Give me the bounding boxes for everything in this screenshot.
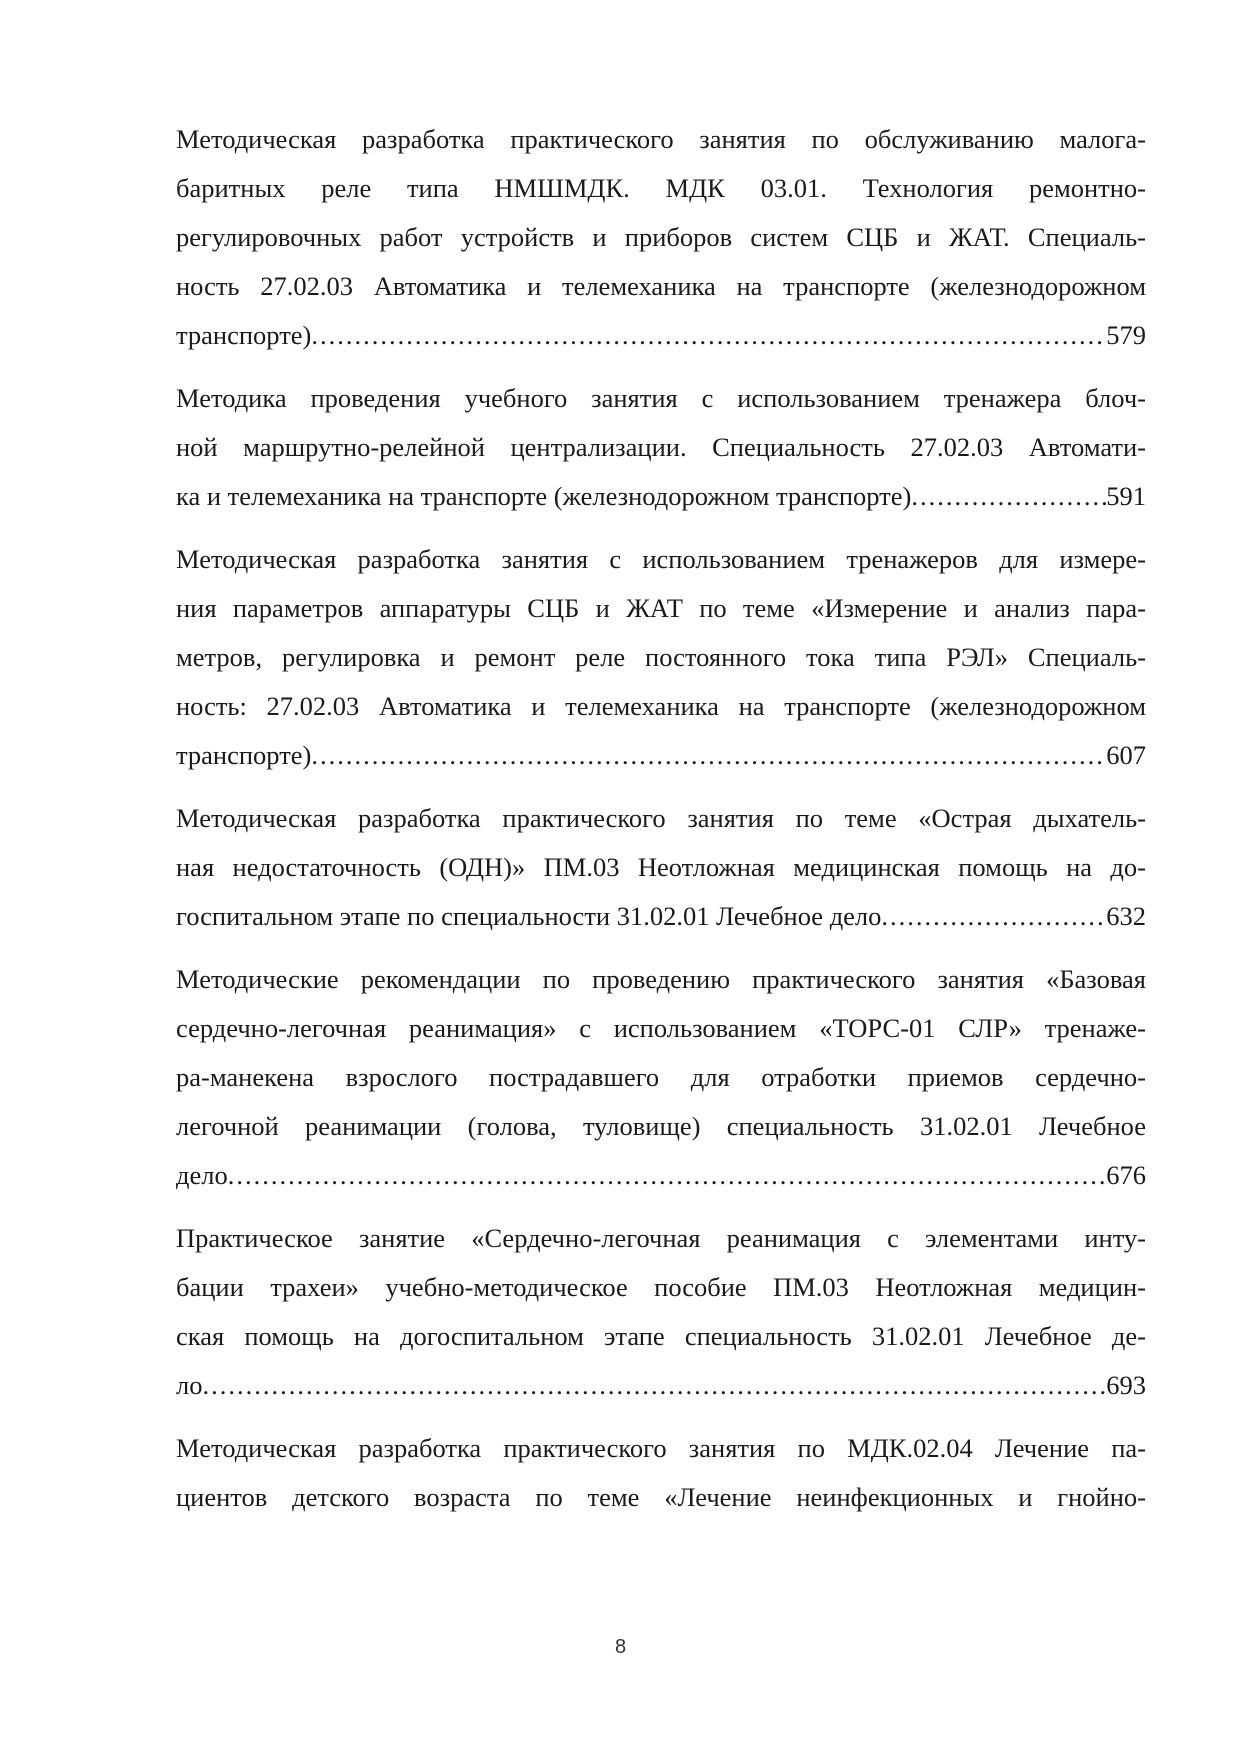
entry-leader-line [176, 731, 1146, 780]
dot-leader [202, 1361, 1106, 1410]
entry-line: Методическая разработка практического занятия по обслуживанию малога- [176, 124, 1146, 154]
entry-line: метров, регулировка и ремонт реле постоянного тока типа РЭЛ» Специаль- [176, 642, 1146, 672]
entry-last-text: ка и телемеханика на транспорте (железнодорожном транспорте) [176, 481, 912, 511]
entry-page-number: 607 [1106, 740, 1146, 770]
entry-line: баритных реле типа НМШМДК. МДК 03.01. Технология ремонтно- [176, 173, 1146, 203]
entry-leader-line [176, 311, 1146, 360]
entry-line: ность: 27.02.03 Автоматика и телемеханика на транспорте (железнодорожном [176, 691, 1146, 721]
toc-entry[interactable] [176, 955, 1146, 1200]
table-of-contents [176, 115, 1146, 1536]
entry-last-text: госпитальном этапе по специальности 31.02.01 Лечебное дело [176, 901, 882, 931]
entry-last-text: транспорте) [176, 740, 312, 770]
entry-line: Практическое занятие «Сердечно-легочная реанимация с элементами инту- [176, 1223, 1146, 1253]
page-number: 8 [614, 1636, 627, 1658]
entry-line: Методическая разработка практического занятия по теме «Острая дыхатель- [176, 803, 1146, 833]
toc-entry[interactable] [176, 1214, 1146, 1410]
dot-leader [911, 472, 1106, 521]
entry-line: регулировочных работ устройств и приборов систем СЦБ и ЖАТ. Специаль- [176, 222, 1146, 252]
entry-line: циентов детского возраста по теме «Лечение неинфекционных и гнойно- [176, 1482, 1146, 1512]
dot-leader [311, 731, 1106, 780]
entry-line: ская помощь на догоспитальном этапе специальность 31.02.01 Лечебное де- [176, 1321, 1146, 1351]
entry-leader-line [176, 472, 1146, 521]
entry-line: Методическая разработка практического занятия по МДК.02.04 Лечение па- [176, 1433, 1146, 1463]
toc-entry[interactable] [176, 794, 1146, 941]
entry-line: ная недостаточность (ОДН)» ПМ.03 Неотложная медицинская помощь на до- [176, 852, 1146, 882]
entry-leader-line [176, 1361, 1146, 1410]
dot-leader [311, 311, 1106, 360]
entry-line: сердечно-легочная реанимация» с использованием «ТОРС-01 СЛР» тренаже- [176, 1013, 1146, 1043]
entry-line: ния параметров аппаратуры СЦБ и ЖАТ по теме «Измерение и анализ пара- [176, 593, 1146, 623]
dot-leader [881, 892, 1106, 941]
entry-line: легочной реанимации (голова, туловище) специальность 31.02.01 Лечебное [176, 1111, 1146, 1141]
entry-line: ность 27.02.03 Автоматика и телемеханика на транспорте (железнодорожном [176, 271, 1146, 301]
entry-last-text: ло [176, 1370, 203, 1400]
entry-last-text: дело [176, 1160, 228, 1190]
entry-leader-line [176, 892, 1146, 941]
toc-entry[interactable] [176, 535, 1146, 780]
toc-entry[interactable] [176, 115, 1146, 360]
entry-line: ной маршрутно-релейной централизации. Специальность 27.02.03 Автомати- [176, 432, 1146, 462]
entry-page-number: 579 [1106, 320, 1146, 350]
entry-line: ра-манекена взрослого пострадавшего для отработки приемов сердечно- [176, 1062, 1146, 1092]
entry-line: Методические рекомендации по проведению практического занятия «Базовая [176, 964, 1146, 994]
entry-page-number: 676 [1106, 1160, 1146, 1190]
dot-leader [228, 1151, 1107, 1200]
toc-entry[interactable] [176, 1424, 1146, 1522]
entry-page-number: 591 [1106, 481, 1146, 511]
entry-page-number: 632 [1106, 901, 1146, 931]
entry-last-text: транспорте) [176, 320, 312, 350]
toc-entry[interactable] [176, 374, 1146, 521]
entry-line: Методика проведения учебного занятия с использованием тренажера блоч- [176, 383, 1146, 413]
entry-leader-line [176, 1151, 1146, 1200]
entry-line: Методическая разработка занятия с использованием тренажеров для измере- [176, 544, 1146, 574]
entry-line: бации трахеи» учебно-методическое пособие ПМ.03 Неотложная медицин- [176, 1272, 1146, 1302]
entry-page-number: 693 [1106, 1370, 1146, 1400]
